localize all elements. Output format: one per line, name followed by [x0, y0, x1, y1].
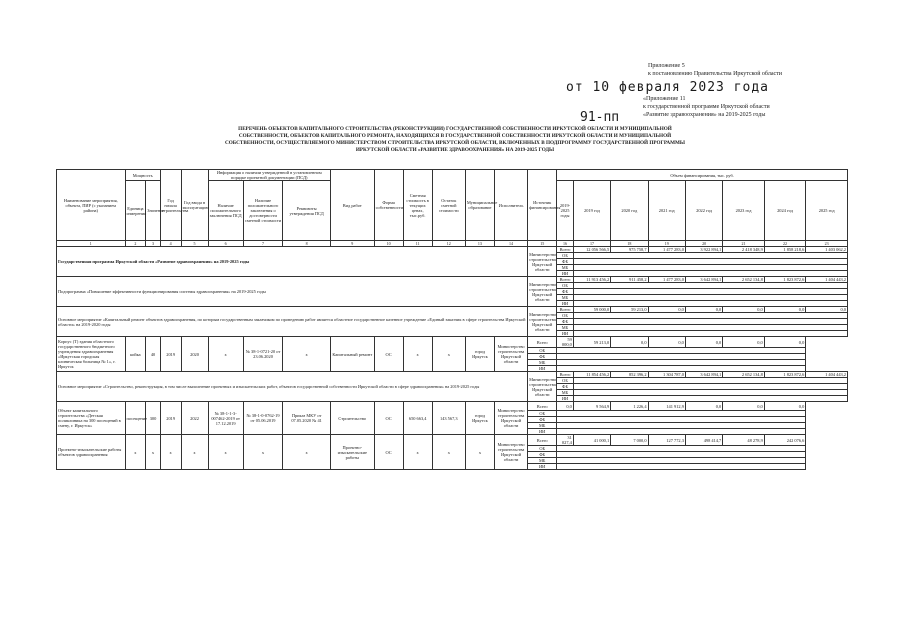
object2-cost: 650 663,4	[403, 402, 432, 435]
object3-value: х	[146, 435, 161, 470]
src-label: ОБ	[528, 348, 557, 354]
src-label: Всего	[528, 337, 557, 348]
object2-expertise: № 38-1-1-3-007462-2019 от 17.12.2019	[208, 402, 243, 435]
objects-table	[56, 169, 848, 470]
th-unit: Единица измерения	[125, 181, 146, 241]
program-name: Государственная программа Иркутской области «Развитие здравоохранения» на 2019-2025 годы	[57, 247, 528, 277]
object2-requisites: Приказ МКУ от 07.05.2020 № 41	[283, 402, 331, 435]
column-index: 10	[374, 241, 403, 247]
object3-form: ОС	[374, 435, 403, 470]
value-cell: 0,0	[685, 402, 722, 411]
src-label: МБ	[557, 390, 574, 396]
value-cell: 41 000,1	[573, 435, 610, 446]
src-label: ФБ	[528, 417, 557, 423]
object3-unit: х	[125, 435, 146, 470]
value-cell: 2 652 134,8	[723, 277, 765, 283]
object1-executor: Министерство строительства Иркутской области	[494, 337, 527, 372]
table-row	[57, 337, 848, 348]
appendix2-line-3: «Развитие здравоохранения» на 2019-2025 годы	[643, 112, 766, 118]
main-activity-name: Основное мероприятие «Капитальный ремонт объектов здравоохранения, по которым государственным заказчиком по проведению работ является областное государственное казенное учреждение «Единый заказчик в сфере строительства Иркутской области» на 2019-2020 годы	[57, 307, 528, 337]
src-label: ИИ	[557, 396, 574, 402]
value-cell: 852 396,2	[611, 372, 648, 378]
value-cell: 0,0	[764, 307, 806, 313]
object3-estimate: х	[243, 435, 282, 470]
th-docs: Информация о наличии утвержденной в установленном порядке проектной документации (ПСД)	[208, 170, 330, 181]
column-index: 16	[557, 241, 574, 247]
value-cell: 242 076,6	[764, 435, 806, 446]
object1-expertise: х	[208, 337, 243, 372]
value-cell: 0,0	[806, 307, 848, 313]
stamp-number: 91-пп	[580, 110, 620, 125]
value-cell: 2 652 134,8	[723, 372, 765, 378]
value-cell: 59 000,0	[573, 307, 610, 313]
value-cell: 0,0	[685, 307, 722, 313]
column-index: 3	[146, 241, 161, 247]
value-cell: 48 278,9	[723, 435, 765, 446]
appendix-header	[612, 62, 902, 78]
column-index: 15	[528, 241, 557, 247]
object1-mo: город Иркутск	[465, 337, 494, 372]
object3-residual: х	[432, 435, 465, 470]
th-year-2025: 2025 год	[806, 181, 848, 241]
th-year-2020: 2020 год	[611, 181, 648, 241]
value-cell: 11 854 456,2	[573, 372, 610, 378]
object1-requisites: х	[283, 337, 331, 372]
appendix2-line-1: «Приложение 11	[643, 96, 686, 102]
object3-worktype: Проектно-изыскательские работы	[330, 435, 374, 470]
th-year-start: Год начала строительства	[160, 170, 181, 241]
th-year-2022: 2022 год	[685, 181, 722, 241]
object2-unit: посещение	[125, 402, 146, 435]
object1-value: 40	[146, 337, 161, 372]
src-label: МБ	[557, 325, 574, 331]
object1-form: ОС	[374, 337, 403, 372]
value-cell	[557, 464, 806, 470]
main-activity2-executor: Министерство строительства Иркутской области	[528, 372, 557, 402]
src-label: МБ	[528, 360, 557, 366]
stamp-date: от 10 февраля 2023 года	[566, 80, 770, 95]
column-index: 4	[160, 241, 181, 247]
src-label: ИИ	[557, 271, 574, 277]
th-source: Источник финансирования	[528, 170, 557, 241]
appendix2-line-2: к государственной программе Иркутской области	[643, 104, 770, 110]
column-index: 19	[648, 241, 685, 247]
value-cell: 1 304 787,0	[648, 372, 685, 378]
src-label: МБ	[528, 458, 557, 464]
object2-mo: город Иркутск	[465, 402, 494, 435]
appendix-line-2: к постановлению Правительства Иркутской области	[648, 71, 782, 77]
object2-year-end: 2022	[181, 402, 208, 435]
src-label: Всего	[528, 402, 557, 411]
appendix-line-1: Приложение 5	[648, 63, 685, 69]
src-label: ИИ	[557, 331, 574, 337]
value-cell: 59 000,0	[557, 337, 574, 348]
object1-cost: х	[403, 337, 432, 372]
value-cell: 1 858 218,6	[764, 247, 806, 253]
value-cell: 7 000,0	[611, 435, 648, 446]
src-label: Всего	[528, 435, 557, 446]
value-cell: 1 823 872,6	[764, 372, 806, 378]
value-cell: 1 404 443,2	[806, 372, 848, 378]
th-form: Форма собственности	[374, 170, 403, 241]
column-index: 12	[432, 241, 465, 247]
src-label: ОБ	[528, 411, 557, 417]
th-year-2021: 2021 год	[648, 181, 685, 241]
src-label: ФБ	[528, 452, 557, 458]
column-index: 5	[181, 241, 208, 247]
object2-residual: 143 567,3	[432, 402, 465, 435]
value-cell: 9 564,9	[573, 402, 610, 411]
object1-estimate: № 38-1-0721-20 от 23.06.2020	[243, 337, 282, 372]
main-activity-executor: Министерство строительства Иркутской области	[528, 307, 557, 337]
src-label: ФБ	[557, 319, 574, 325]
column-index: 9	[330, 241, 374, 247]
th-name: Наименование мероприятия, объекта, ПИР (с указанием района)	[57, 170, 126, 241]
value-cell: 0,0	[611, 337, 648, 348]
object3-mo: х	[465, 435, 494, 470]
value-cell: 0,0	[764, 402, 806, 411]
th-total: 2019-2025 годы	[557, 181, 574, 241]
object3-executor: Министерство строительства Иркутской области	[494, 435, 527, 470]
th-estimate: Наличие положительного заключения о достоверности сметной стоимости	[243, 181, 282, 241]
src-label: ИИ	[528, 366, 557, 372]
object1-name: Корпус (Т) здания областного государственного бюджетного учреждения здравоохранения «Иркутская городская клиническая больница № 1», г. Иркутск	[57, 337, 126, 372]
value-cell: 141 912,9	[648, 402, 685, 411]
value-cell: 3 642 894,1	[685, 372, 722, 378]
src-label: Всего	[557, 372, 574, 378]
column-index: 14	[494, 241, 527, 247]
object3-name: Проектно-изыскательские работы объектов здравоохранения	[57, 435, 126, 470]
column-index: 11	[403, 241, 432, 247]
table-row	[57, 435, 848, 446]
value-cell: 12 056 566,5	[573, 247, 610, 253]
th-year-end: Год ввода в эксплуатацию	[181, 170, 208, 241]
th-year-2019: 2019 год	[573, 181, 610, 241]
src-label: ИИ	[557, 301, 574, 307]
th-year-2024: 2024 год	[764, 181, 806, 241]
object2-name: Объект капитального строительства «Детская поликлиника на 300 посещений в смену, г. Иркутск»	[57, 402, 126, 435]
value-cell: 59 213,0	[611, 307, 648, 313]
th-year-2023: 2023 год	[723, 181, 765, 241]
column-index: 23	[806, 241, 848, 247]
column-index: 1	[57, 241, 126, 247]
value-cell: 2 418 348,9	[723, 247, 765, 253]
column-index: 6	[208, 241, 243, 247]
value-cell: 1 404 443,2	[806, 277, 848, 283]
src-label: ФБ	[528, 354, 557, 360]
object3-year-start: х	[160, 435, 181, 470]
table-row	[57, 402, 848, 411]
appendix-2-header	[643, 95, 770, 119]
value-cell: 0,0	[648, 337, 685, 348]
program-executor: Министерство строительства Иркутской области	[528, 247, 557, 277]
value-cell: 31 027,4	[557, 435, 574, 446]
column-index: 8	[283, 241, 331, 247]
column-index: 22	[764, 241, 806, 247]
src-label: ОБ	[557, 313, 574, 319]
value-cell: 498 414,7	[685, 435, 722, 446]
th-capacity: Мощность	[125, 170, 160, 181]
th-requisites: Реквизиты утверждения ПСД	[283, 181, 331, 241]
object3-requisites: х	[283, 435, 331, 470]
object1-residual: х	[432, 337, 465, 372]
object2-value: 300	[146, 402, 161, 435]
main-activity2-name: Основное мероприятие «Строительство, реконструкция, в том числе выполнение проектных и изыскательских работ, объектов государственной собственности Иркутской области в сфере здравоохранения» на 2019-2025 годы	[57, 372, 528, 402]
column-index: 7	[243, 241, 282, 247]
th-executor: Исполнитель	[494, 170, 527, 241]
object1-worktype: Капитальный ремонт	[330, 337, 374, 372]
value-cell: 127 772,3	[648, 435, 685, 446]
object1-unit: койка	[125, 337, 146, 372]
object3-expertise: х	[208, 435, 243, 470]
value-cell: 3 922 894,1	[685, 247, 722, 253]
value-cell: 11 913 456,2	[573, 277, 610, 283]
src-label: Всего	[557, 307, 574, 313]
value-cell: 0,0	[648, 307, 685, 313]
value-cell: 0,0	[685, 337, 722, 348]
src-label: ФБ	[557, 384, 574, 390]
value-cell: 0,0	[723, 402, 765, 411]
object2-worktype: Строительство	[330, 402, 374, 435]
th-funding: Объем финансирования, тыс. руб.	[557, 170, 848, 181]
object1-year-start: 2019	[160, 337, 181, 372]
src-label: МБ	[557, 265, 574, 271]
src-label: МБ	[528, 423, 557, 429]
src-label: ИИ	[528, 464, 557, 470]
th-cost: Сметная стоимость в текущих ценах, тыс.руб.	[403, 170, 432, 241]
value-cell: 1 477 283,0	[648, 277, 685, 283]
object2-year-start: 2019	[160, 402, 181, 435]
column-index: 17	[573, 241, 610, 247]
object1-year-end: 2020	[181, 337, 208, 372]
src-label: ИИ	[528, 429, 557, 435]
value-cell: 3 642 894,1	[685, 277, 722, 283]
object2-estimate: № 38-1-0-0762-19 от 05.06.2019	[243, 402, 282, 435]
value-cell: 975 758,7	[611, 247, 648, 253]
src-label: Всего	[557, 247, 574, 253]
value-cell: 1 823 872,6	[764, 277, 806, 283]
object2-form: ОС	[374, 402, 403, 435]
th-worktype: Вид работ	[330, 170, 374, 241]
value-cell: 1 403 062,2	[806, 247, 848, 253]
column-index: 20	[685, 241, 722, 247]
src-label: ОБ	[528, 446, 557, 452]
src-label: ОБ	[557, 283, 574, 289]
document-title: ПЕРЕЧЕНЬ ОБЪЕКТОВ КАПИТАЛЬНОГО СТРОИТЕЛЬСТВА (РЕКОНСТРУКЦИИ) ГОСУДАРСТВЕННОЙ СОБСТВЕННОСТИ ИРКУТСКОЙ ОБЛАСТИ И МУНИЦИПАЛЬНОЙ СОБСТВЕННОСТИ, ОБЪЕКТОВ КАПИТАЛЬНОГО РЕМОНТА, НАХОДЯЩИХСЯ В ГОСУДАРСТВЕННОЙ СОБСТВЕННОСТИ ИРКУТСКОЙ ОБЛАСТИ И МУНИЦИПАЛЬНОЙ СОБСТВЕННОСТИ, ОСУЩЕСТВЛЯЕМОГО МИНИСТЕРСТВОМ СТРОИТЕЛЬСТВА ИРКУТСКОЙ ОБЛАСТИ, ВКЛЮЧЕННЫХ В ПОДПРОГРАММУ ГОСУДАРСТВЕННОЙ ПРОГРАММЫ ИРКУТСКОЙ ОБЛАСТИ «РАЗВИТИЕ ЗДРАВООХРАНЕНИЯ» НА 2019-2025 ГОДЫ	[224, 126, 685, 153]
object3-year-end: х	[181, 435, 208, 470]
value-cell: 0,0	[723, 337, 765, 348]
column-index: 21	[723, 241, 765, 247]
src-label: ФБ	[557, 289, 574, 295]
src-label: МБ	[557, 295, 574, 301]
object2-executor: Министерство строительства Иркутской области	[494, 402, 527, 435]
subprogram-executor: Министерство строительства Иркутской области	[528, 277, 557, 307]
th-expertise: Наличие положительного заключения ПСД	[208, 181, 243, 241]
value-cell: 0,0	[557, 402, 574, 411]
src-label: Всего	[557, 277, 574, 283]
value-cell: 0,0	[764, 337, 806, 348]
value-cell: 1 226,4	[611, 402, 648, 411]
column-index: 2	[125, 241, 146, 247]
value-cell: 59 213,0	[573, 337, 610, 348]
th-mo: Муниципальное образование	[465, 170, 494, 241]
object3-cost: х	[403, 435, 432, 470]
src-label: ОБ	[557, 378, 574, 384]
value-cell: 0,0	[723, 307, 765, 313]
column-index: 18	[611, 241, 648, 247]
subprogram-name: Подпрограмма «Повышение эффективности функционирования системы здравоохранения» на 2019-2025 годы	[57, 277, 528, 307]
column-index: 13	[465, 241, 494, 247]
th-residual: Остаток сметной стоимости	[432, 170, 465, 241]
th-value: Значение	[146, 181, 161, 241]
value-cell: 1 477 283,0	[648, 247, 685, 253]
src-label: ФБ	[557, 259, 574, 265]
src-label: ОБ	[557, 253, 574, 259]
value-cell: 911 458,2	[611, 277, 648, 283]
